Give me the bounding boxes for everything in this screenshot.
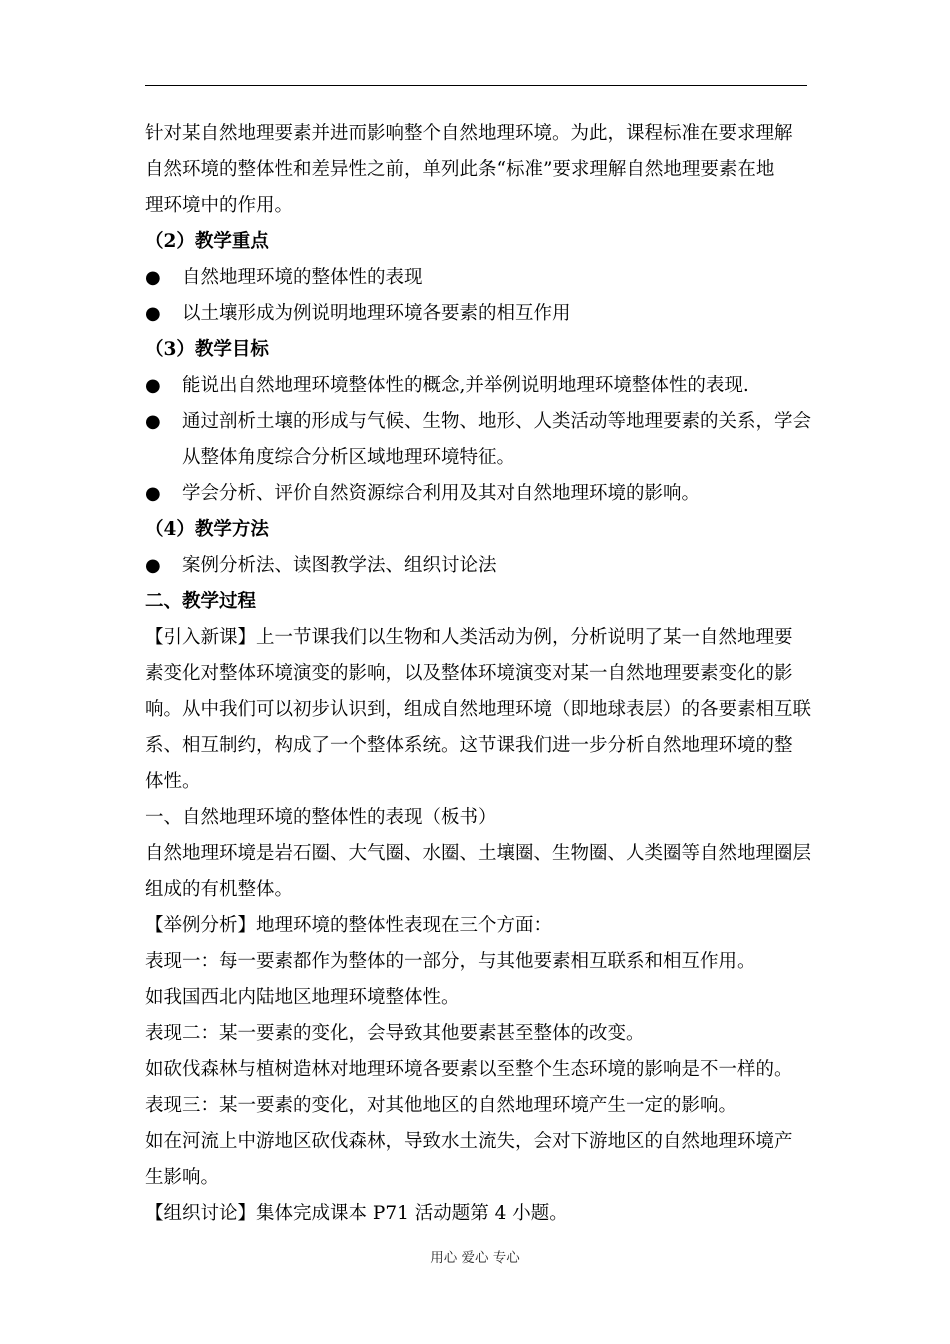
bullet-text: 通过剖析土壤的形成与气候、生物、地形、人类活动等地理要素的关系，学会 xyxy=(182,411,812,432)
section-heading-goals: （3）教学目标 xyxy=(145,339,269,360)
bullet-icon: ● xyxy=(145,303,161,324)
section-heading-methods: （4）教学方法 xyxy=(145,519,269,540)
bullet-item xyxy=(145,368,810,404)
paragraph-line: 【举例分析】地理环境的整体性表现在三个方面： xyxy=(145,915,553,936)
bullet-text: 学会分析、评价自然资源综合利用及其对自然地理环境的影响。 xyxy=(182,483,701,504)
paragraph-line: 素变化对整体环境演变的影响，以及整体环境演变对某一自然地理要素变化的影 xyxy=(145,663,793,684)
page-footer: 用心 爱心 专心 xyxy=(430,1250,520,1266)
paragraph-line: 【引入新课】上一节课我们以生物和人类活动为例，分析说明了某一自然地理要 xyxy=(145,627,793,648)
bullet-icon: ● xyxy=(145,483,161,504)
bullet-icon: ● xyxy=(145,555,161,576)
paragraph-line: 表现二：某一要素的变化，会导致其他要素甚至整体的改变。 xyxy=(145,1023,645,1044)
bullet-icon: ● xyxy=(145,411,161,432)
bullet-text: 自然地理环境的整体性的表现 xyxy=(182,267,423,288)
paragraph-line: 生影响。 xyxy=(145,1167,220,1188)
paragraph-line: 表现三：某一要素的变化，对其他地区的自然地理环境产生一定的影响。 xyxy=(145,1095,738,1116)
bullet-item xyxy=(145,404,810,440)
section-heading-key-points: （2）教学重点 xyxy=(145,231,269,252)
paragraph-line: 如我国西北内陆地区地理环境整体性。 xyxy=(145,987,460,1008)
document-body xyxy=(145,116,810,1232)
paragraph-line: 表现一：每一要素都作为整体的一部分，与其他要素相互联系和相互作用。 xyxy=(145,951,756,972)
section-heading-process: 二、教学过程 xyxy=(145,591,257,612)
bullet-item xyxy=(145,548,810,584)
paragraph-line: 一、自然地理环境的整体性的表现（板书） xyxy=(145,807,497,828)
paragraph-line: 如在河流上中游地区砍伐森林，导致水土流失，会对下游地区的自然地理环境产 xyxy=(145,1131,793,1152)
paragraph-line: 响。从中我们可以初步认识到，组成自然地理环境（即地球表层）的各要素相互联 xyxy=(145,699,812,720)
paragraph-line: 自然地理环境是岩石圈、大气圈、水圈、土壤圈、生物圈、人类圈等自然地理圈层 xyxy=(145,843,812,864)
header-rule xyxy=(145,85,807,86)
bullet-icon: ● xyxy=(145,267,161,288)
paragraph-line: 【组织讨论】集体完成课本 P71 活动题第 4 小题。 xyxy=(145,1203,568,1224)
bullet-item xyxy=(145,296,810,332)
paragraph-line: 如砍伐森林与植树造林对地理环境各要素以至整个生态环境的影响是不一样的。 xyxy=(145,1059,793,1080)
bullet-continuation: 从整体角度综合分析区域地理环境特征。 xyxy=(182,447,516,468)
bullet-text: 能说出自然地理环境整体性的概念,并举例说明地理环境整体性的表现. xyxy=(182,375,749,396)
paragraph-line: 自然环境的整体性和差异性之前，单列此条“标准”要求理解自然地理要素在地 xyxy=(145,159,775,180)
paragraph-line: 理环境中的作用。 xyxy=(145,195,294,216)
paragraph-line: 体性。 xyxy=(145,771,201,792)
paragraph-line: 系、相互制约，构成了一个整体系统。这节课我们进一步分析自然地理环境的整 xyxy=(145,735,793,756)
bullet-text: 案例分析法、读图教学法、组织讨论法 xyxy=(182,555,497,576)
bullet-item xyxy=(145,476,810,512)
paragraph-line: 组成的有机整体。 xyxy=(145,879,294,900)
bullet-icon: ● xyxy=(145,375,161,396)
bullet-text: 以土壤形成为例说明地理环境各要素的相互作用 xyxy=(182,303,571,324)
bullet-item xyxy=(145,260,810,296)
paragraph-line: 针对某自然地理要素并进而影响整个自然地理环境。为此，课程标准在要求理解 xyxy=(145,123,793,144)
